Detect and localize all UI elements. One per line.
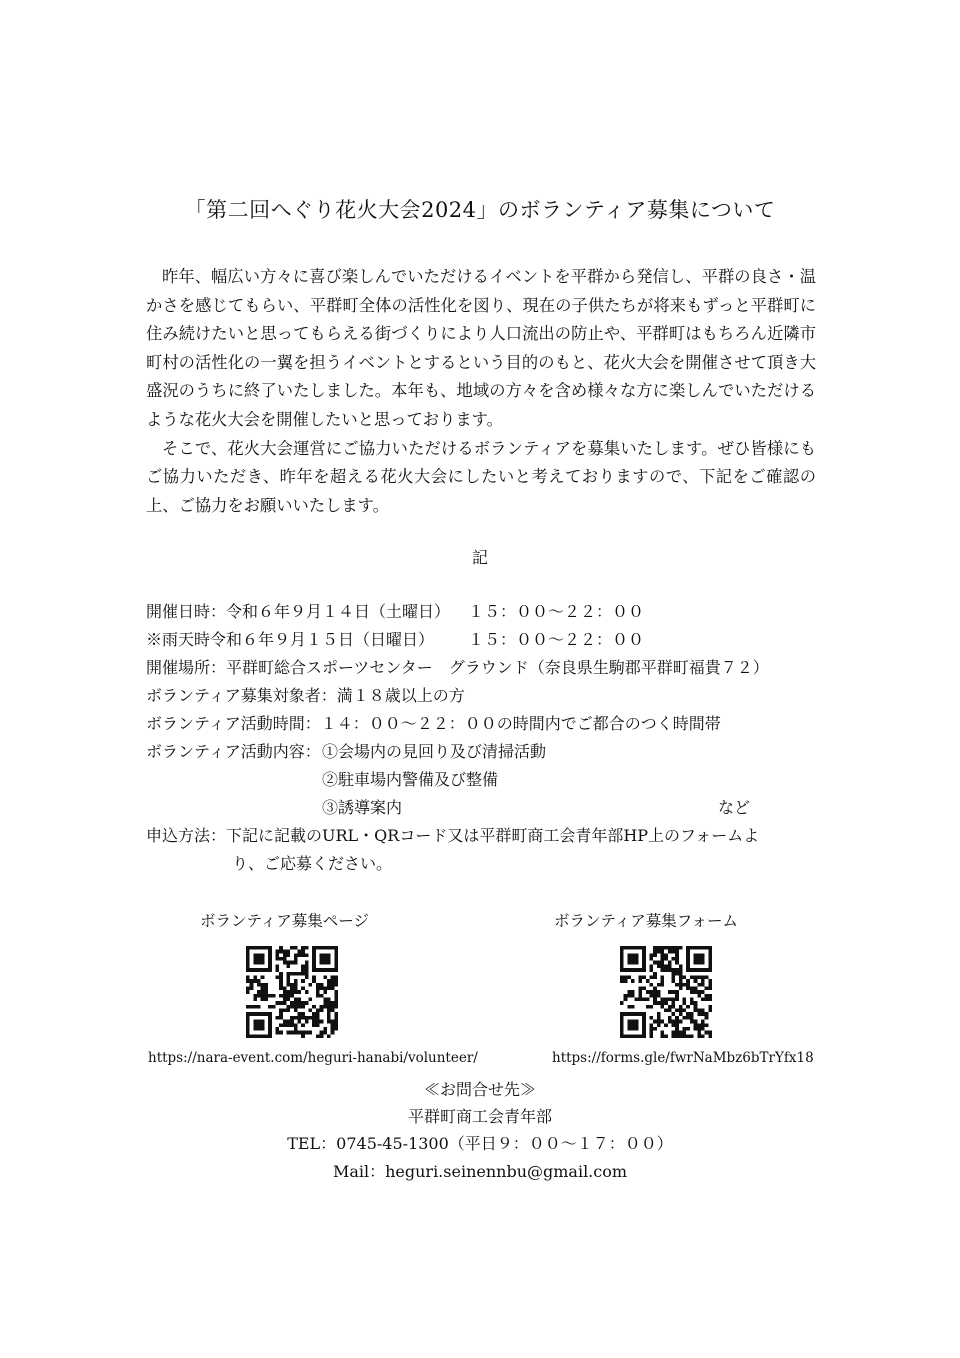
document-title: 「第二回へぐり花火大会2024」のボランティア募集について [184,198,776,222]
volunteer-hours: ボランティア活動時間：１４：００～２２：００の時間内でご都合のつく時間帯 [146,714,721,733]
qr-right-label: ボランティア募集フォーム [554,912,738,930]
apply-method-cont: り、ご応募ください。 [232,854,393,873]
activity-etc: など [718,798,751,817]
event-time: １５：００～２２：００ [468,602,645,621]
activity-item-2: ②駐車場内警備及び整備 [322,770,499,789]
contact-heading: ≪お問合せ先≫ [423,1080,536,1099]
apply-method: 申込方法：下記に記載のURL・QRコード又は平群町商工会青年部HP上のフォームよ [146,826,760,845]
rain-time: １５：００～２２：００ [468,630,645,649]
ki-marker: 記 [471,548,488,567]
activity-item-3: ③誘導案内 [322,798,403,817]
volunteer-target: ボランティア募集対象者：満１８歳以上の方 [146,686,465,705]
volunteer-form-url[interactable]: https://forms.gle/fwrNaMbz6bTrYfx18 [552,1050,814,1066]
intro-paragraph-2: そこで、花火大会運営にご協力いただけるボランティアを募集いたします。ぜひ皆様にもご協力いただき、昨年を超える花火大会にしたいと考えておりますので、下記をご確認の上、ご協力をお願いいたします。 [146,438,816,515]
volunteer-page-qr-code[interactable] [246,946,338,1038]
contact-phone: TEL：0745-45-1300（平日９：００～１７：００） [287,1134,673,1153]
volunteer-activity-label: ボランティア活動内容： [146,742,321,761]
intro-text [146,263,816,520]
contact-email[interactable]: Mail：heguri.seinennbu@gmail.com [332,1162,628,1181]
volunteer-form-qr-code[interactable] [620,946,712,1038]
event-date: 開催日時：令和６年９月１４日（土曜日） [146,602,451,621]
activity-item-1: ①会場内の見回り及び清掃活動 [322,742,547,761]
qr-left-label: ボランティア募集ページ [200,912,369,930]
event-venue: 開催場所：平群町総合スポーツセンター グラウンド（奈良県生駒郡平群町福貴７２） [146,658,769,677]
intro-paragraph-1: 昨年、幅広い方々に喜び楽しんでいただけるイベントを平群から発信し、平群の良さ・温かさを感じてもらい、平群町全体の活性化を図り、現在の子供たちが将来もずっと平群町に住み続けたいと思ってもらえる街づくりにより人口流出の防止や、平群町はもちろん近隣市町村の活性化の一翼を担うイベントとするという目的のもと、花火大会を開催させて頂き大盛況のうちに終了いたしました。本年も、地域の方々を含め様々な方に楽しんでいただけるような花火大会を開催したいと思っております。 [146,267,816,429]
rain-date: ※雨天時令和６年９月１５日（日曜日） [146,630,435,649]
volunteer-page-url[interactable]: https://nara-event.com/heguri-hanabi/volunteer/ [148,1050,478,1066]
contact-organization: 平群町商工会青年部 [407,1107,552,1126]
